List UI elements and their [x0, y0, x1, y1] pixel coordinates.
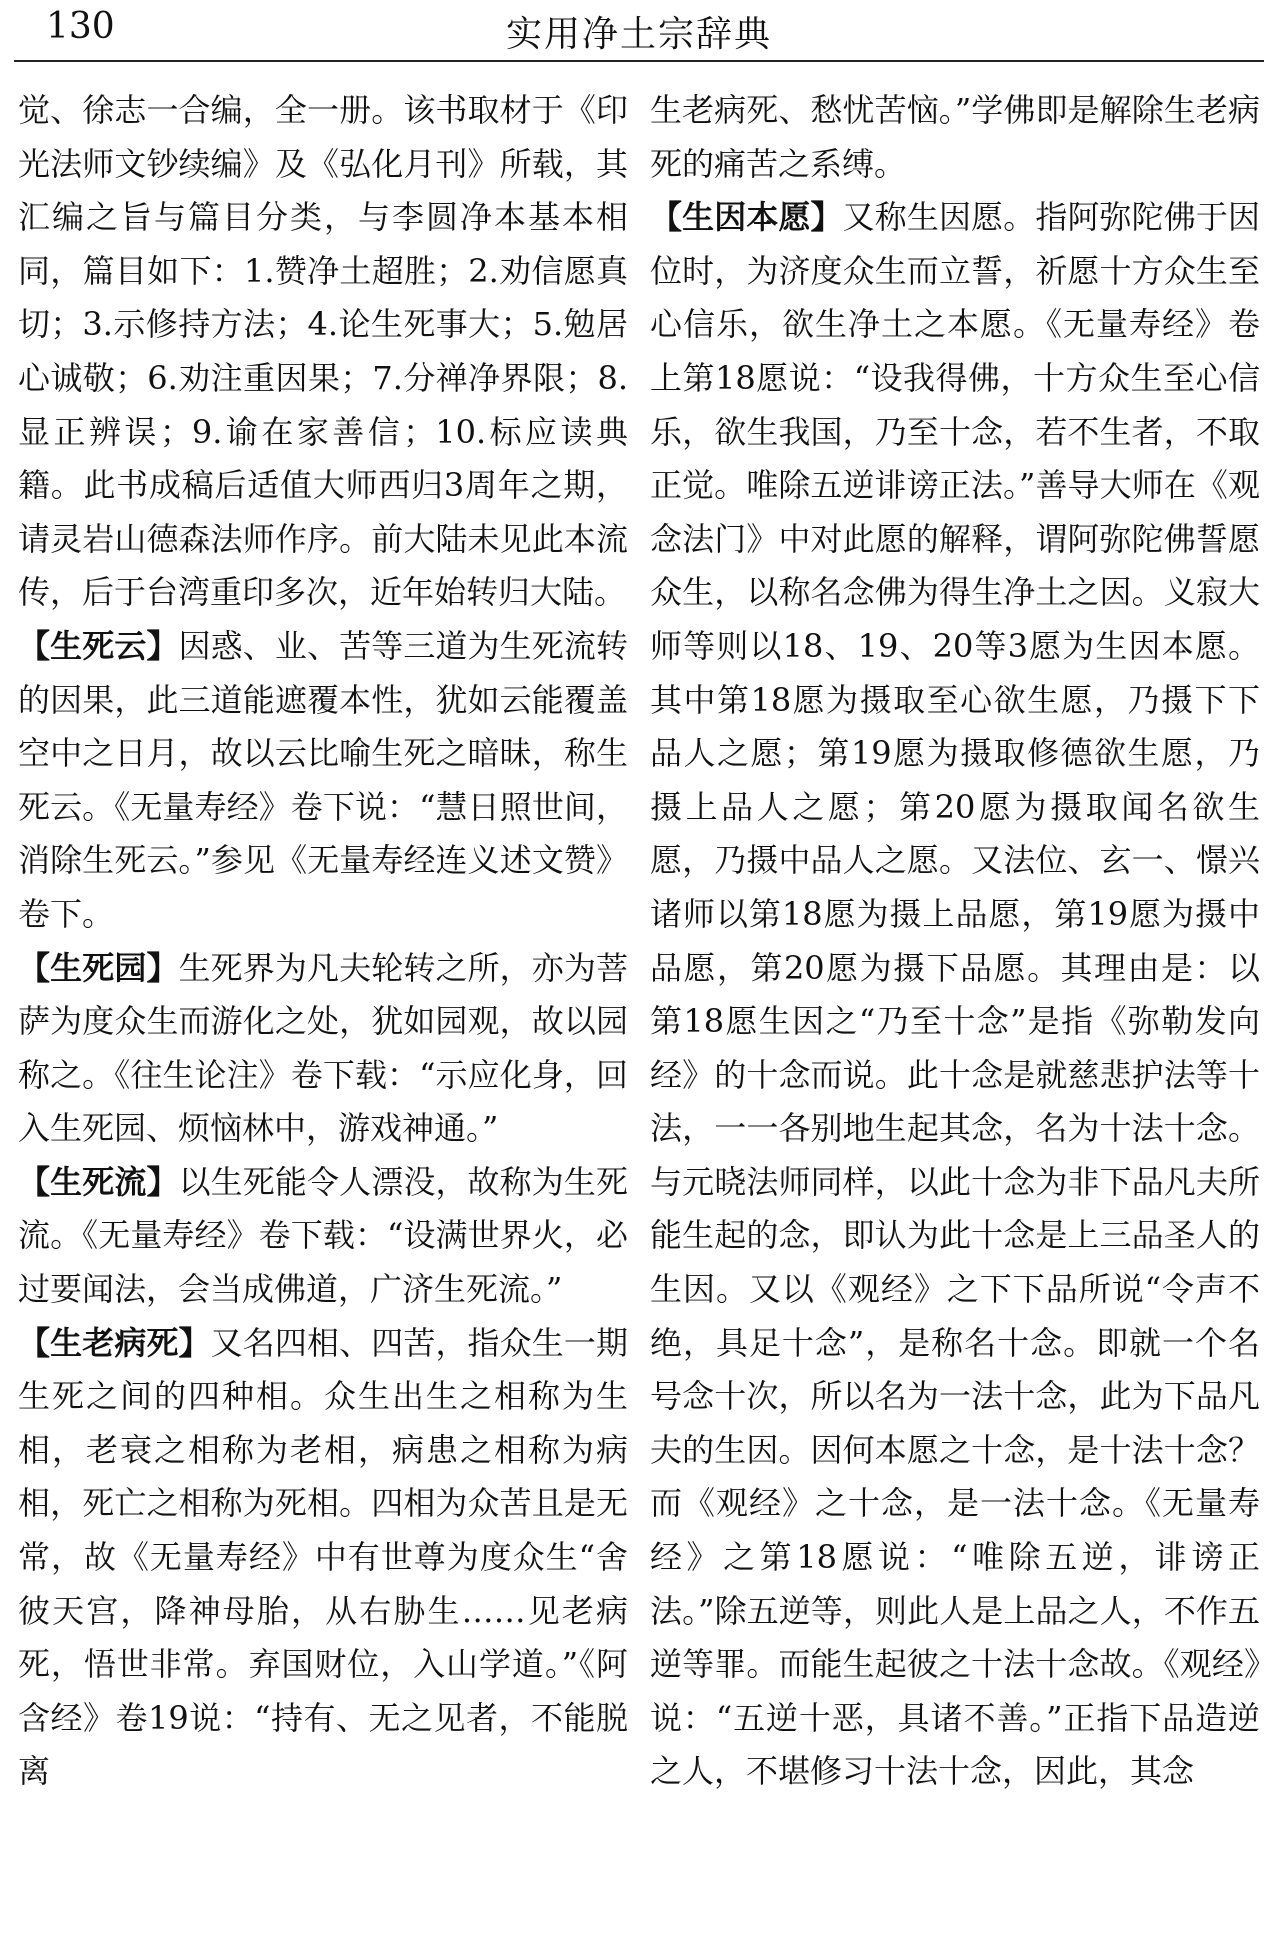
entry-body: 又名四相、四苦，指众生一期生死之间的四种相。众生出生之相称为生相，老衰之相称为老相，病患之相称为病相，死亡之相称为死相。四相为众苦且是无常，故《无量寿经》中有世尊为度众生“舍彼天宫，降神母胎，从右胁生……见老病死，悟世非常。弃国财位，入山学道。”《阿含经》卷19说：“持有、无之见者，不能脱离	[18, 1323, 628, 1791]
entry-headword: 【生死流】	[18, 1162, 179, 1201]
entry-body: 以生死能令人漂没，故称为生死流。《无量寿经》卷下载：“设满世界火，必过要闻法，会当成佛道，广济生死流。”	[18, 1162, 628, 1309]
running-title: 实用净土宗辞典	[505, 14, 772, 55]
header-rule	[14, 60, 1264, 62]
entry-body: 因惑、业、苦等三道为生死流转的因果，此三道能遮覆本性，犹如云能覆盖空中之日月，故以云比喻生死之暗昧，称生死云。《无量寿经》卷下说：“慧日照世间，消除生死云。”参见《无量寿经连义述文赞》卷下。	[18, 626, 628, 933]
entry-body: 又称生因愿。指阿弥陀佛于因位时，为济度众生而立誓，祈愿十方众生至心信乐，欲生净土之本愿。《无量寿经》卷上第18愿说：“设我得佛，十方众生至心信乐，欲生我国，乃至十念，若不生者，不取正觉。唯除五逆诽谤正法。”善导大师在《观念法门》中对此愿的解释，谓阿弥陀佛誓愿众生，以称名念佛为得生净土之因。义寂大师等则以18、19、20等3愿为生因本愿。其中第18愿为摄取至心欲生愿，乃摄下下品人之愿；第19愿为摄取修德欲生愿，乃摄上品人之愿；第20愿为摄取闻名欲生愿，乃摄中品人之愿。又法位、玄一、憬兴诸师以第18愿为摄上品愿，第19愿为摄中品愿，第20愿为摄下品愿。其理由是：以第18愿生因之“乃至十念”是指《弥勒发向经》的十念而说。此十念是就慈悲护法等十法，一一各别地生起其念，名为十法十念。与元晓法师同样，以此十念为非下品凡夫所能生起的念，即认为此十念是上三品圣人的生因。又以《观经》之下下品所说“令声不绝，具足十念”，是称名十念。即就一个名号念十次，所以名为一法十念，此为下品凡夫的生因。因何本愿之十念，是十法十念？而《观经》之十念，是一法十念。《无量寿经》之第18愿说：“唯除五逆，诽谤正法。”除五逆等，则此人是上品之人，不作五逆等罪。而能生起彼之十法十念故。《观经》说：“五逆十恶，具诸不善。”正指下品造逆之人，不堪修习十法十念，因此，其念	[650, 198, 1260, 1791]
continued-paragraph: 觉、徐志一合编，全一册。该书取材于《印光法师文钞续编》及《弘化月刊》所载，其汇编之旨与篇目分类，与李圆净本基本相同，篇目如下：1.赞净土超胜；2.劝信愿真切；3.示修持方法；4.论生死事大；5.勉居心诚敬；6.劝注重因果；7.分禅净界限；8.显正辨误；9.谕在家善信；10.标应读典籍。此书成稿后适值大师西归3周年之期，请灵岩山德森法师作序。前大陆未见此本流传，后于台湾重印多次，近年始转归大陆。	[18, 91, 628, 612]
right-column	[650, 84, 1260, 1944]
left-column	[18, 84, 628, 1944]
entry-shengsiliu	[18, 1156, 628, 1317]
page-header	[0, 0, 1278, 62]
entry-headword: 【生死云】	[18, 626, 179, 665]
page-number: 130	[46, 6, 115, 47]
entry-headword: 【生死园】	[18, 948, 179, 987]
entry-body: 生死界为凡夫轮转之所，亦为菩萨为度众生而游化之处，犹如园观，故以园称之。《往生论注》卷下载：“示应化身，回入生死园、烦恼林中，游戏神通。”	[18, 948, 628, 1148]
entry-shengsiyuan	[18, 942, 628, 1156]
entry-shenglaobingsi	[18, 1317, 628, 1799]
entry-headword: 【生因本愿】	[650, 198, 843, 237]
continued-paragraph: 生老病死、愁忧苦恼。”学佛即是解除生老病死的痛苦之系缚。	[650, 91, 1260, 183]
entry-shengyinbenyuan	[650, 191, 1260, 1799]
entry-shengsiyun	[18, 620, 628, 942]
entry-headword: 【生老病死】	[18, 1323, 211, 1362]
